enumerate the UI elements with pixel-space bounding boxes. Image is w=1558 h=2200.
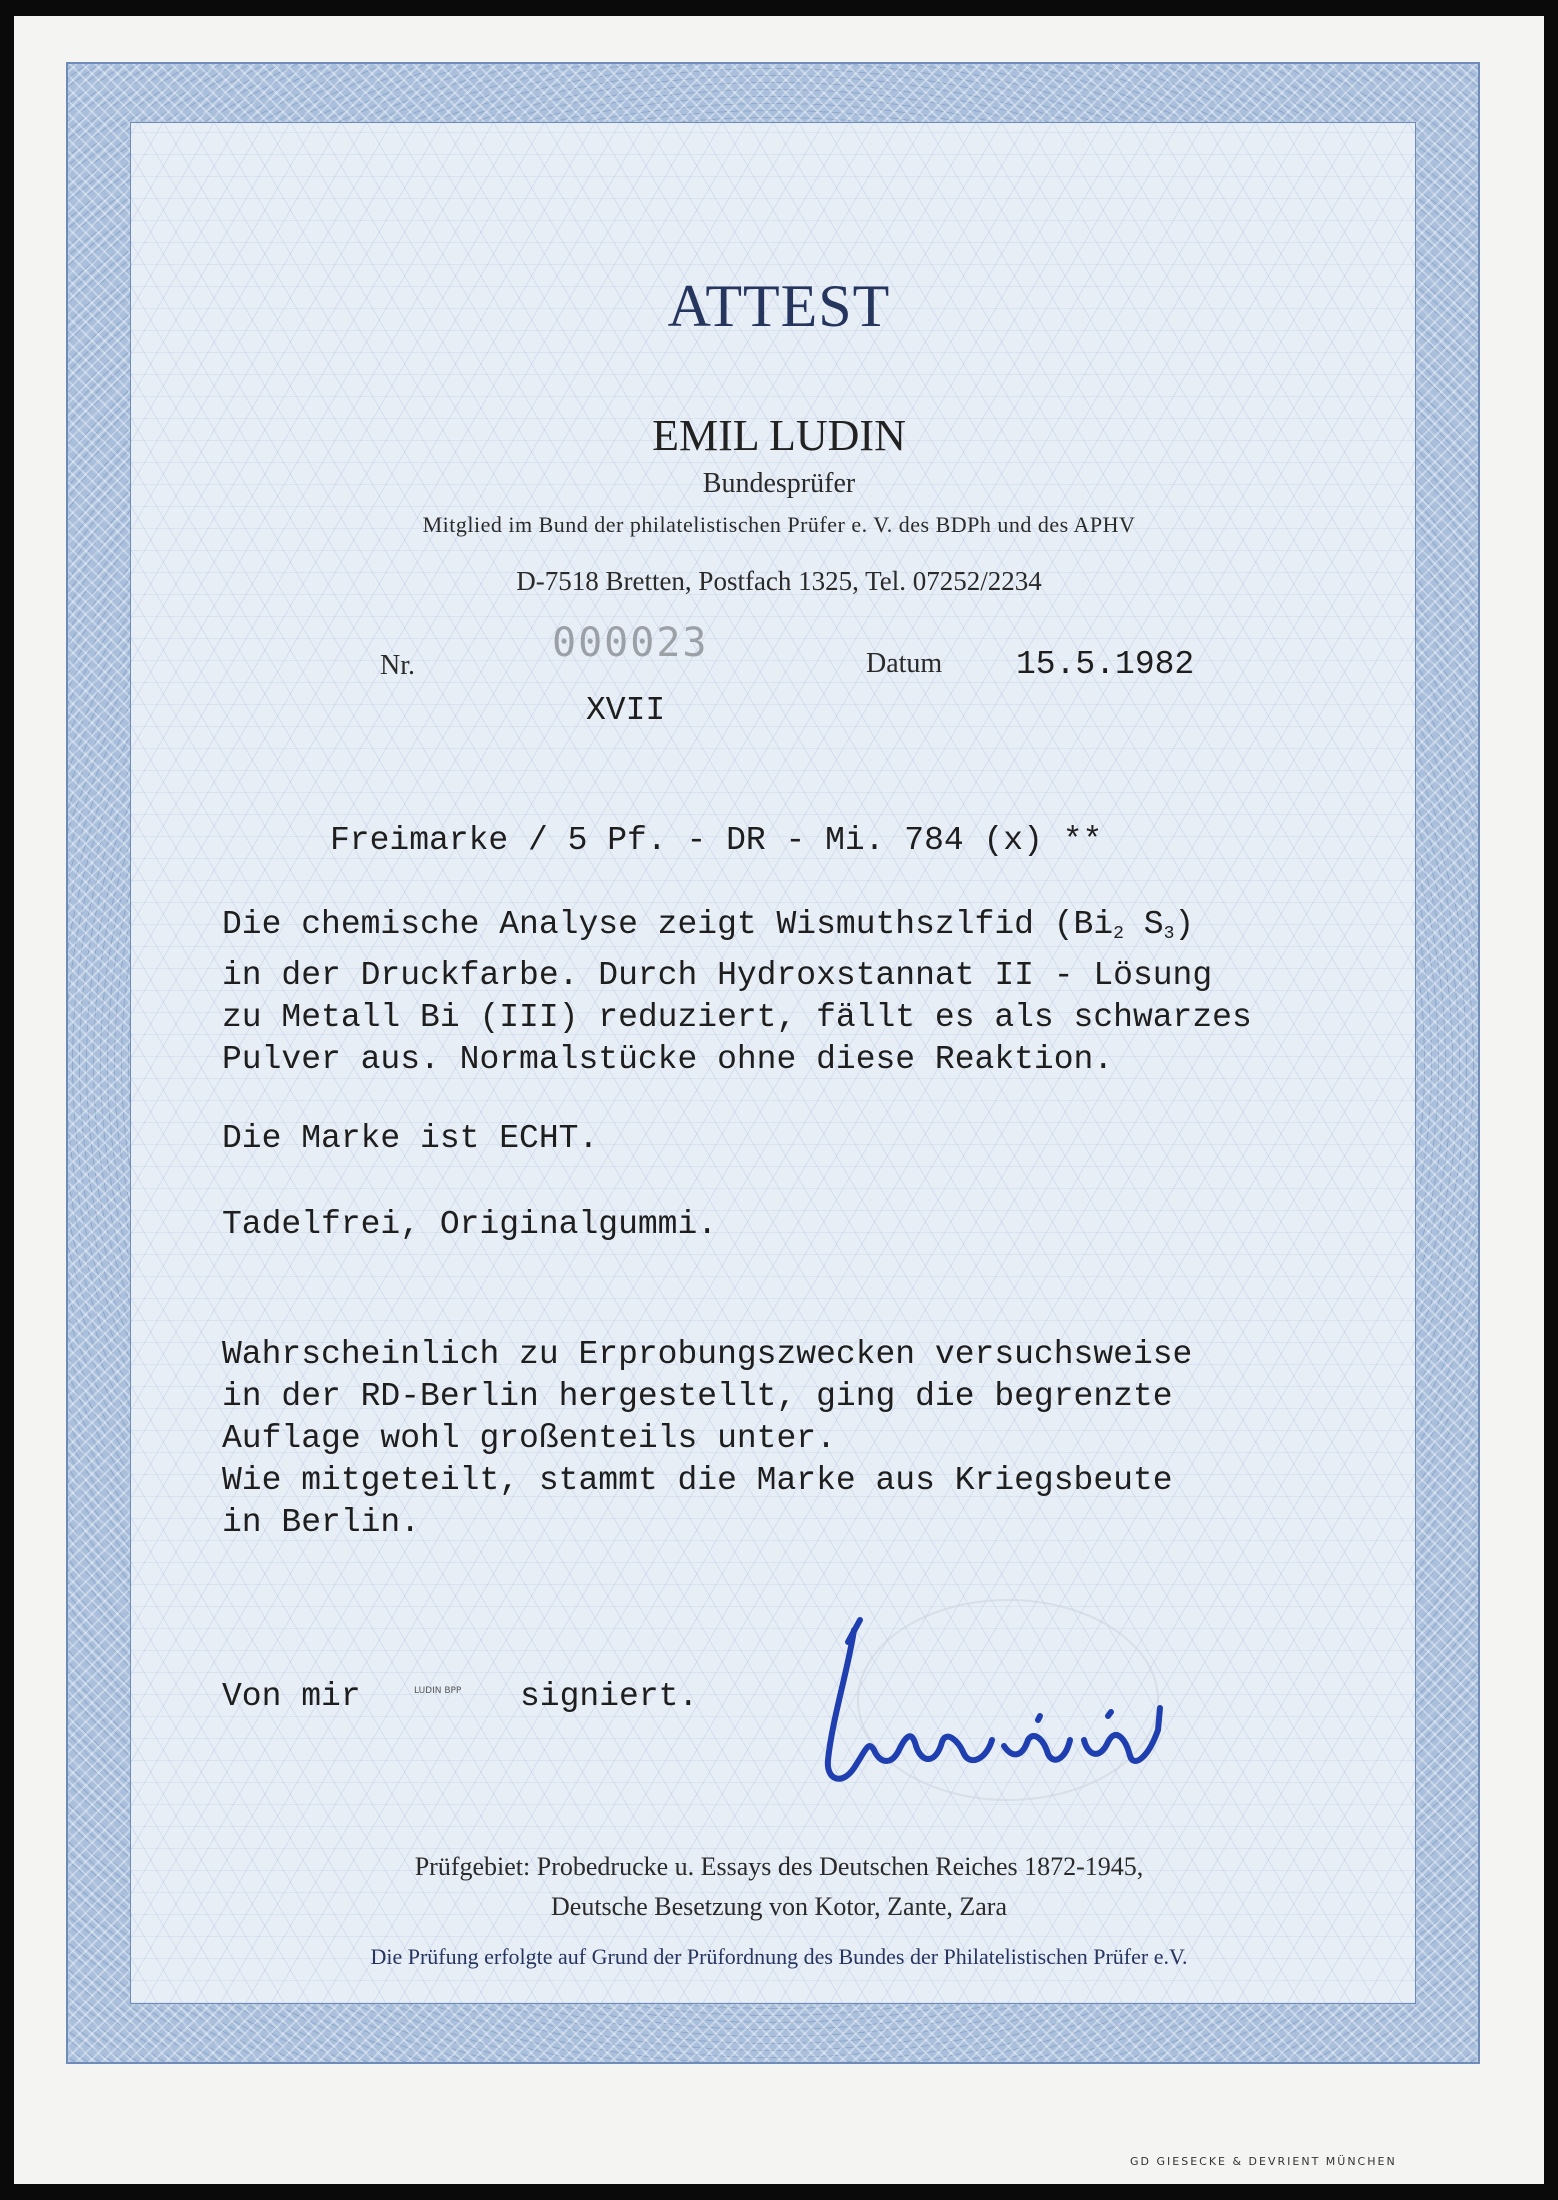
membership-line: Mitglied im Bund der philatelistischen Prüfer e. V. des BDPh und des APHV xyxy=(422,512,1136,537)
printer-imprint: GD GIESECKE & DEVRIENT MÜNCHEN xyxy=(1130,2155,1397,2168)
expert-role: Bundesprüfer xyxy=(702,468,856,499)
signed-prefix: Von mir xyxy=(222,1678,361,1715)
date-label: Datum xyxy=(866,648,943,679)
condition-statement: Tadelfrei, Originalgummi. xyxy=(222,1206,718,1243)
basis-line: Die Prüfung erfolgte auf Grund der Prüfordnung des Bundes der Philatelistischen Prüfer e.V. xyxy=(370,1944,1188,1969)
analysis-paragraph: Die chemische Analyse zeigt Wismuthszlfid ($Bi_2$ $S_3$) in der Druckfarbe. Durch Hydroxstannat II - Lösung zu Metall Bi (III) reduziert, fällt es als schwarzes Pulver aus. Normalstücke ohne diese Reaktion. xyxy=(222,906,1252,1078)
stamp-subject: Freimarke / 5 Pf. - DR - Mi. 784 (x) ** xyxy=(330,822,1103,859)
mini-signature-stamp: LUDIN BPP xyxy=(414,1686,462,1696)
date-value: 15.5.1982 xyxy=(1016,646,1195,683)
note-paragraph: Wahrscheinlich zu Erprobungszwecken versuchsweise in der RD-Berlin hergestellt, ging die begrenzte Auflage wohl großenteils unter. Wie mitgeteilt, stammt die Marke aus Kriegsbeute in Berlin. xyxy=(222,1336,1193,1541)
handwritten-signature xyxy=(808,1590,1188,1810)
series-number: XVII xyxy=(586,692,666,729)
certificate-title: ATTEST xyxy=(667,273,891,339)
expert-name: EMIL LUDIN xyxy=(652,411,906,460)
signed-suffix: signiert. xyxy=(520,1678,699,1715)
address-line: D-7518 Bretten, Postfach 1325, Tel. 07252/2234 xyxy=(516,566,1042,596)
scope-line-1: Prüfgebiet: Probedrucke u. Essays des Deutschen Reiches 1872-1945, xyxy=(414,1852,1144,1881)
scope-line-2: Deutsche Besetzung von Kotor, Zante, Zara xyxy=(551,1892,1007,1921)
nr-label: Nr. xyxy=(380,650,415,681)
genuine-statement: Die Marke ist ECHT. xyxy=(222,1120,599,1157)
certificate-number: 000023 xyxy=(552,620,709,666)
